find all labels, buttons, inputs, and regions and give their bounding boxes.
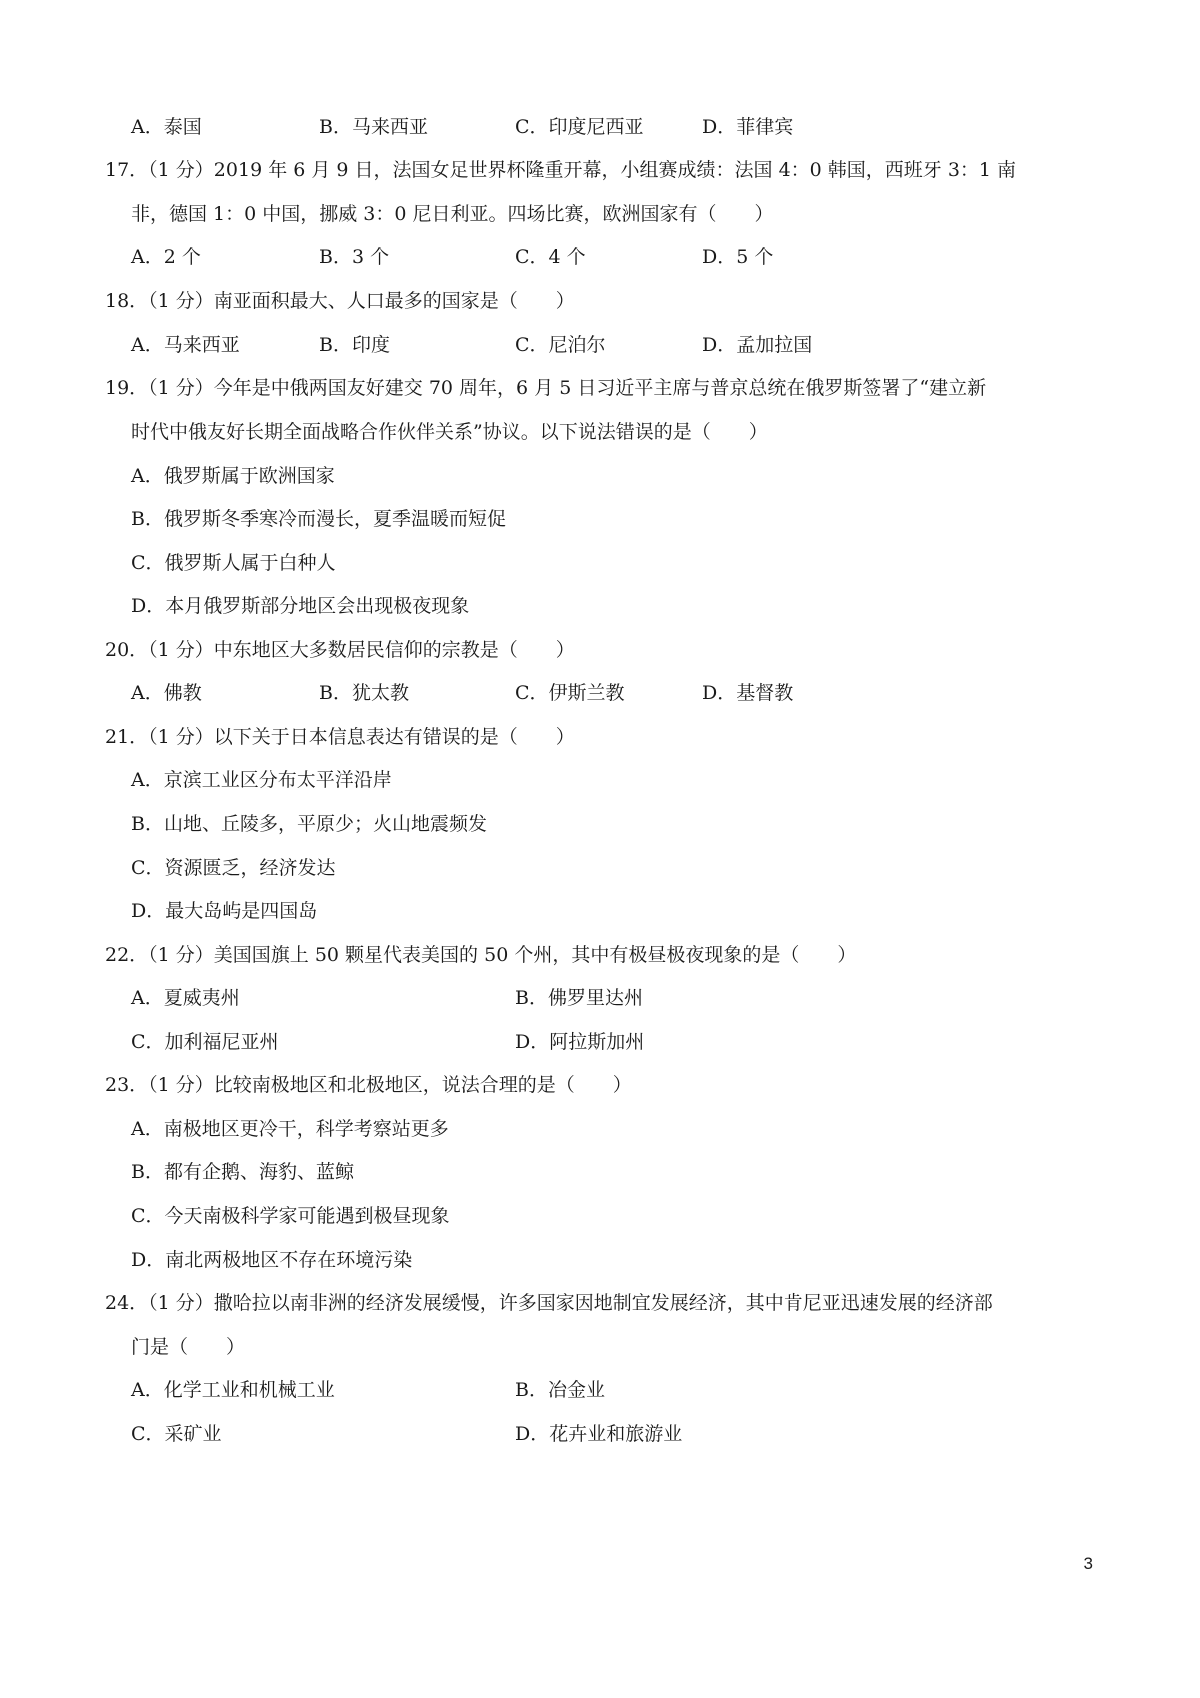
q21-option-a: A．京滨工业区分布太平洋沿岸	[131, 769, 392, 791]
q24-stem-line-2: 门是（ ）	[131, 1336, 246, 1358]
q22-option-d: D．阿拉斯加州	[515, 1031, 645, 1053]
q20-option-a: A．佛教	[131, 682, 202, 704]
q23-option-b: B．都有企鹅、海豹、蓝鲸	[131, 1161, 354, 1183]
q22-option-b: B．佛罗里达州	[515, 987, 643, 1009]
q21-stem: 21．（1 分）以下关于日本信息表达有错误的是（ ）	[105, 726, 575, 748]
q16-option-d: D．菲律宾	[702, 116, 794, 138]
q16-option-a: A．泰国	[131, 116, 202, 138]
q24-stem-line-1: 24．（1 分）撒哈拉以南非洲的经济发展缓慢，许多国家因地制宜发展经济，其中肯尼亚迅速发展的经济部	[105, 1292, 993, 1314]
q23-option-a: A．南极地区更冷干，科学考察站更多	[131, 1118, 449, 1140]
q16-option-c: C．印度尼西亚	[515, 116, 644, 138]
q18-option-a: A．马来西亚	[131, 334, 240, 356]
q20-stem: 20．（1 分）中东地区大多数居民信仰的宗教是（ ）	[105, 639, 575, 661]
q23-option-d: D．南北两极地区不存在环境污染	[131, 1249, 413, 1271]
q22-stem: 22．（1 分）美国国旗上 50 颗星代表美国的 50 个州，其中有极昼极夜现象的是（ ）	[105, 944, 857, 966]
q18-option-b: B．印度	[319, 334, 390, 356]
q22-option-a: A．夏威夷州	[131, 987, 240, 1009]
q19-option-c: C．俄罗斯人属于白种人	[131, 552, 336, 574]
q18-option-c: C．尼泊尔	[515, 334, 606, 356]
q22-option-c: C．加利福尼亚州	[131, 1031, 279, 1053]
q19-stem-line-2: 时代中俄友好长期全面战略合作伙伴关系”协议。以下说法错误的是（ ）	[131, 421, 768, 443]
q16-option-b: B．马来西亚	[319, 116, 428, 138]
q18-option-d: D．孟加拉国	[702, 334, 813, 356]
q20-option-c: C．伊斯兰教	[515, 682, 625, 704]
q17-option-b: B．3 个	[319, 246, 390, 268]
q24-option-c: C．采矿业	[131, 1423, 222, 1445]
q24-option-b: B．冶金业	[515, 1379, 605, 1401]
q19-option-d: D．本月俄罗斯部分地区会出现极夜现象	[131, 595, 470, 617]
q24-option-d: D．花卉业和旅游业	[515, 1423, 683, 1445]
q17-option-c: C．4 个	[515, 246, 586, 268]
q20-option-b: B．犹太教	[319, 682, 409, 704]
q17-option-d: D．5 个	[702, 246, 774, 268]
q23-option-c: C．今天南极科学家可能遇到极昼现象	[131, 1205, 450, 1227]
q18-stem: 18．（1 分）南亚面积最大、人口最多的国家是（ ）	[105, 290, 575, 312]
q21-option-d: D．最大岛屿是四国岛	[131, 900, 318, 922]
q19-stem-line-1: 19．（1 分）今年是中俄两国友好建交 70 周年，6 月 5 日习近平主席与普京总统在俄罗斯签署了“建立新	[105, 377, 987, 399]
q17-stem-line-1: 17．（1 分）2019 年 6 月 9 日，法国女足世界杯隆重开幕，小组赛成绩：法国 4：0 韩国，西班牙 3：1 南	[105, 159, 1017, 181]
q24-option-a: A．化学工业和机械工业	[131, 1379, 335, 1401]
q17-option-a: A．2 个	[131, 246, 201, 268]
q21-option-b: B．山地、丘陵多，平原少；火山地震频发	[131, 813, 487, 835]
q20-option-d: D．基督教	[702, 682, 794, 704]
q19-option-a: A．俄罗斯属于欧洲国家	[131, 465, 335, 487]
q23-stem: 23．（1 分）比较南极地区和北极地区，说法合理的是（ ）	[105, 1074, 632, 1096]
q17-stem-line-2: 非，德国 1：0 中国，挪威 3：0 尼日利亚。四场比赛，欧洲国家有（ ）	[131, 203, 774, 225]
q21-option-c: C．资源匮乏，经济发达	[131, 857, 336, 879]
q19-option-b: B．俄罗斯冬季寒冷而漫长，夏季温暖而短促	[131, 508, 506, 530]
page-number: 3	[1083, 1554, 1093, 1573]
